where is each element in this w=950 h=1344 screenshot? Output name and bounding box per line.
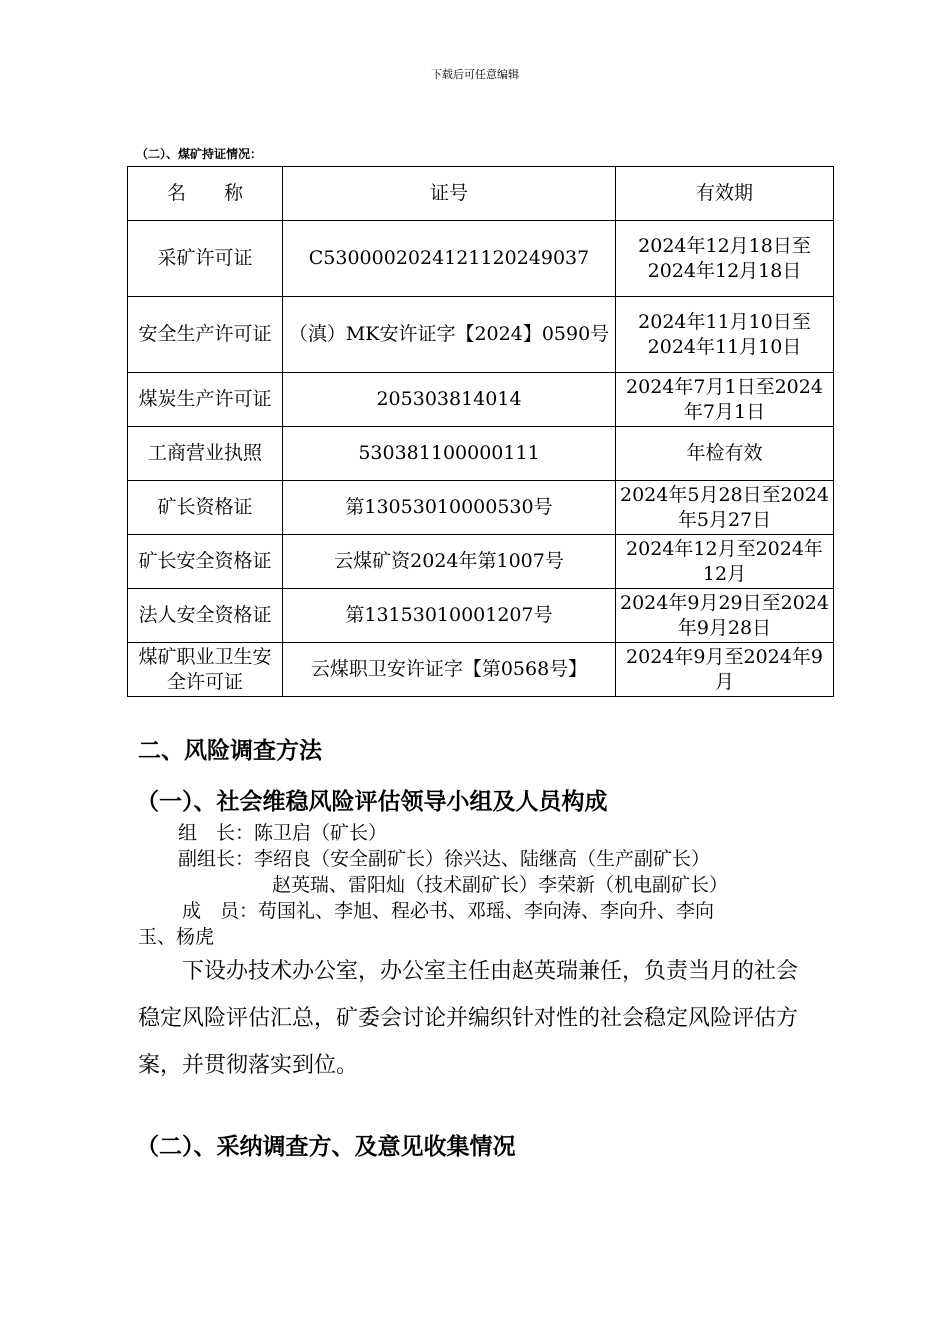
members-line-2: 玉、杨虎 — [138, 926, 215, 948]
cert-number: （滇）MK安许证字【2024】0590号 — [283, 297, 616, 373]
header-name: 名 称 — [128, 167, 283, 221]
table-row — [128, 589, 834, 643]
leader-line: 组 长：陈卫启（矿长） — [178, 822, 388, 844]
subsection-title-1: （一）、社会维稳风险评估领导小组及人员构成 — [136, 788, 608, 815]
cert-name: 法人安全资格证 — [128, 589, 283, 643]
cert-name: 煤炭生产许可证 — [128, 373, 283, 427]
cert-number: 530381100000111 — [283, 427, 616, 481]
table-header-row — [128, 167, 834, 221]
table-row — [128, 427, 834, 481]
cert-number: 第13053010000530号 — [283, 481, 616, 535]
cert-number: 205303814014 — [283, 373, 616, 427]
table-row — [128, 643, 834, 697]
cert-validity: 2024年5月28日至2024年5月27日 — [616, 481, 834, 535]
table-row — [128, 535, 834, 589]
header-validity: 有效期 — [616, 167, 834, 221]
table-row — [128, 481, 834, 535]
cert-number: 云煤矿资2024年第1007号 — [283, 535, 616, 589]
certificate-table — [127, 166, 834, 697]
section-title: 二、风险调查方法 — [138, 737, 322, 764]
cert-validity: 2024年7月1日至2024年7月1日 — [616, 373, 834, 427]
deputy-line-2: 赵英瑞、雷阳灿（技术副矿长）李荣新（机电副矿长） — [272, 874, 729, 896]
cert-validity: 2024年12月至2024年12月 — [616, 535, 834, 589]
table-caption: （二）、煤矿持证情况： — [136, 147, 263, 161]
cert-validity: 2024年9月29日至2024年9月28日 — [616, 589, 834, 643]
cert-number: C5300002024121120249037 — [283, 221, 616, 297]
cert-name: 煤矿职业卫生安全许可证 — [128, 643, 283, 697]
cert-name: 安全生产许可证 — [128, 297, 283, 373]
cert-validity: 年检有效 — [616, 427, 834, 481]
table-row — [128, 297, 834, 373]
cert-number: 第13153010001207号 — [283, 589, 616, 643]
cert-validity: 2024年11月10日至2024年11月10日 — [616, 297, 834, 373]
cert-name: 采矿许可证 — [128, 221, 283, 297]
cert-number: 云煤职卫安许证字【第0568号】 — [283, 643, 616, 697]
deputy-line-1: 副组长：李绍良（安全副矿长）徐兴达、陆继高（生产副矿长） — [178, 848, 711, 870]
cert-name: 矿长安全资格证 — [128, 535, 283, 589]
table-row — [128, 373, 834, 427]
header-number: 证号 — [283, 167, 616, 221]
subsection-title-2: （二）、采纳调查方、及意见收集情况 — [136, 1133, 516, 1160]
members-line-1: 成 员：苟国礼、李旭、程必书、邓瑶、李向涛、李向升、李向 — [182, 900, 715, 922]
cert-validity: 2024年9月至2024年9月 — [616, 643, 834, 697]
cert-validity: 2024年12月18日至2024年12月18日 — [616, 221, 834, 297]
table-row — [128, 221, 834, 297]
cert-name: 矿长资格证 — [128, 481, 283, 535]
body-paragraph: 下设办技术办公室，办公室主任由赵英瑞兼任，负责当月的社会稳定风险评估汇总，矿委会讨论并编织针对性的社会稳定风险评估方案，并贯彻落实到位。 — [138, 959, 799, 1078]
cert-name: 工商营业执照 — [128, 427, 283, 481]
page-header: 下载后可任意编辑 — [431, 68, 519, 81]
